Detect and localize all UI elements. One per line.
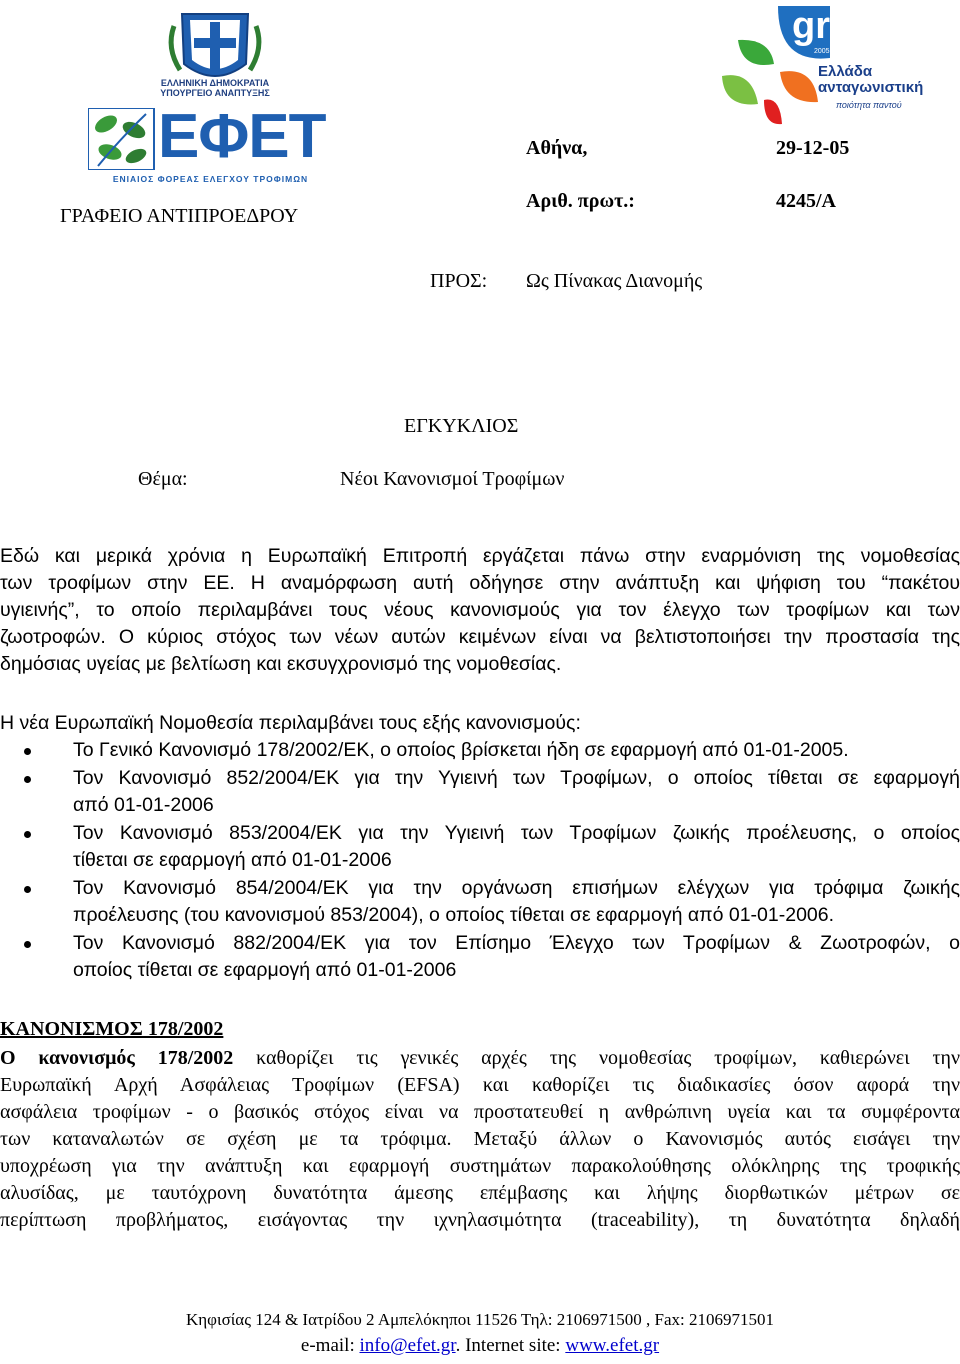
- protocol-number: 4245/Α: [776, 190, 836, 212]
- intro-line: υγιεινής”, το οποίο περιλαμβάνει τους νέους κανονισμούς για τον έλεγχο των τροφίμων και των: [0, 599, 960, 621]
- email-link[interactable]: info@efet.gr: [359, 1335, 456, 1356]
- intro-line: Εδώ και μερικά χρόνια η Ευρωπαϊκή Επιτροπή εργάζεται πάνω στην εναρμόνιση της νομοθεσίας: [0, 545, 960, 567]
- bullet-icon: [24, 941, 31, 948]
- section-line: αλυσίδας, με ταυτόχρονη δυνατότητα άμεσης επέμβασης και λήψης διορθωτικών μέτρων σε: [0, 1182, 960, 1204]
- bullet-icon: [24, 748, 31, 755]
- site-label: . Internet site:: [455, 1335, 561, 1356]
- to-label: ΠΡΟΣ:: [430, 270, 488, 292]
- list-item: Τον Κανονισμό 853/2004/ΕΚ για την Υγιεινή των Τροφίμων ζωικής προέλευσης, ο οποίος τίθεται σε εφαρμογή από 01-01-2006: [0, 820, 960, 874]
- efet-logo: [88, 102, 333, 186]
- protocol-label: Αριθ. πρωτ.:: [526, 190, 635, 212]
- greece-competitive-logo: [718, 4, 928, 128]
- office-title: ΓΡΑΦΕΙΟ ΑΝΤΙΠΡΟΕΔΡΟΥ: [60, 205, 299, 227]
- footer-address: Κηφισίας 124 & Ιατρίδου 2 Αμπελόκηποι 11526 Τηλ: 2106971500 , Fax: 2106971501: [186, 1310, 774, 1329]
- gr-year: 2005: [814, 48, 830, 55]
- footer-contact: [0, 1335, 960, 1357]
- list-item: Το Γενικό Κανονισμό 178/2002/ΕΚ, ο οποίος βρίσκεται ήδη σε εφαρμογή από 01-01-2005.: [0, 737, 960, 764]
- section-line: Ευρωπαϊκή Αρχή Ασφάλειας Τροφίμων (EFSA) και καθορίζει τις διαδικασίες όσον αφορά την: [0, 1074, 960, 1096]
- gr-logo-tagline: ποιότητα παντού: [836, 100, 902, 110]
- gr-logo-line-2: ανταγωνιστική: [818, 79, 924, 96]
- efet-logo-text: ΕΦΕΤ: [158, 102, 326, 171]
- bullet-icon: [24, 886, 31, 893]
- circular-title: ΕΓΚΥΚΛΙΟΣ: [404, 415, 519, 437]
- section-paragraph: Ο κανονισμός 178/2002 καθορίζει τις γενικές αρχές της νομοθεσίας τροφίμων, καθιερώνει την Ευρωπαϊκή Αρχή Ασφάλειας Τροφίμων (EFSA) και καθορίζει τις διαδικασίες όσον αφορά την ασφάλεια τροφίμων - ο βασικός στόχος είναι να προστατευθεί η ανθρώπινη υγεία και τα συμφέροντα των καταναλωτών σε σχέση με τα τρόφιμα. Μεταξύ άλλων ο Κανονισμός αυτός εισάγει την υποχρέωση για την ανάπτυξη και εφαρμογή συστημάτων παρακολούθησης ολόκληρης της τροφικής αλυσίδας, με ταυτόχρονη δυνατότητα άμεσης επέμβασης και λήψης διορθωτικών μέτρων σε περίπτωση προβλήματος, εισάγοντας την ιχνηλασιμότητα (traceability), τη δυνατότητα δηλαδή: [0, 1045, 960, 1234]
- place-label: Αθήνα,: [526, 137, 588, 159]
- intro-line: δημόσιας υγείας με βελτίωση και εκσυγχρονισμό της νομοθεσίας.: [0, 653, 562, 675]
- email-label: e-mail:: [300, 1335, 355, 1356]
- section-line: των καταναλωτών σε σχέση με τα τρόφιμα. Μεταξύ άλλων ο Κανονισμός αυτός εισάγει την: [0, 1128, 960, 1150]
- subject-label: Θέμα:: [138, 468, 188, 490]
- section-line: υποχρέωση για την ανάπτυξη και εφαρμογή συστημάτων παρακολούθησης ολόκληρης της τροφικής: [0, 1155, 960, 1177]
- emblem-line-1: ΕΛΛΗΝΙΚΗ ΔΗΜΟΚΡΑΤΙΑ: [160, 78, 270, 88]
- list-item: Τον Κανονισμό 882/2004/ΕΚ για τον Επίσημο Έλεγχο των Τροφίμων & Ζωοτροφών, ο οποίος τίθεται σε εφαρμογή από 01-01-2006: [0, 930, 960, 984]
- list-item: Τον Κανονισμό 854/2004/ΕΚ για την οργάνωση επισήμων ελέγχων για τρόφιμα ζωικής προέλευσης (του κανονισμού 853/2004), ο οποίος τίθεται σε εφαρμογή από 01-01-2006.: [0, 875, 960, 929]
- bullet-icon: [24, 776, 31, 783]
- intro-paragraph: [0, 543, 960, 678]
- regulations-list: [0, 737, 960, 984]
- date-value: 29-12-05: [776, 137, 850, 159]
- section-bold-lead: Ο κανονισμός 178/2002: [0, 1047, 234, 1069]
- gr-badge: gr: [792, 5, 830, 47]
- list-item: Τον Κανονισμό 852/2004/ΕΚ για την Υγιεινή των Τροφίμων, ο οποίος τίθεται σε εφαρμογή από 01-01-2006: [0, 765, 960, 819]
- subject-value: Νέοι Κανονισμοί Τροφίμων: [340, 468, 565, 490]
- emblem-line-2: ΥΠΟΥΡΓΕΙΟ ΑΝΑΠΤΥΞΗΣ: [160, 88, 270, 98]
- list-intro: Η νέα Ευρωπαϊκή Νομοθεσία περιλαμβάνει τους εξής κανονισμούς:: [0, 712, 581, 734]
- gr-logo-line-1: Ελλάδα: [818, 63, 873, 80]
- section-line: περίπτωση προβλήματος, εισάγοντας την ιχνηλασιμότητα (traceability), τη δυνατότητα δηλαδή: [0, 1209, 960, 1231]
- section-line: ασφάλεια τροφίμων - ο βασικός στόχος είναι να προστατευθεί η ανθρώπινη υγεία και τα συμφέροντα: [0, 1101, 960, 1123]
- section-heading: ΚΑΝΟΝΙΣΜΟΣ 178/2002: [0, 1018, 224, 1040]
- bullet-icon: [24, 831, 31, 838]
- intro-line: των τροφίμων στην ΕΕ. Η αναμόρφωση αυτή οδήγησε στην ανάπτυξη και ψήφιση του “πακέτου: [0, 572, 960, 594]
- efet-logo-subtitle: ΕΝΙΑΙΟΣ ΦΟΡΕΑΣ ΕΛΕΓΧΟΥ ΤΡΟΦΙΜΩΝ: [112, 174, 309, 184]
- website-link[interactable]: www.efet.gr: [565, 1335, 660, 1356]
- intro-line: ζωοτροφών. Ο κύριος στόχος των νέων αυτών κειμένων είναι να βελτιστοποιήσει την προστασία της: [0, 626, 960, 648]
- to-value: Ως Πίνακας Διανομής: [526, 270, 703, 292]
